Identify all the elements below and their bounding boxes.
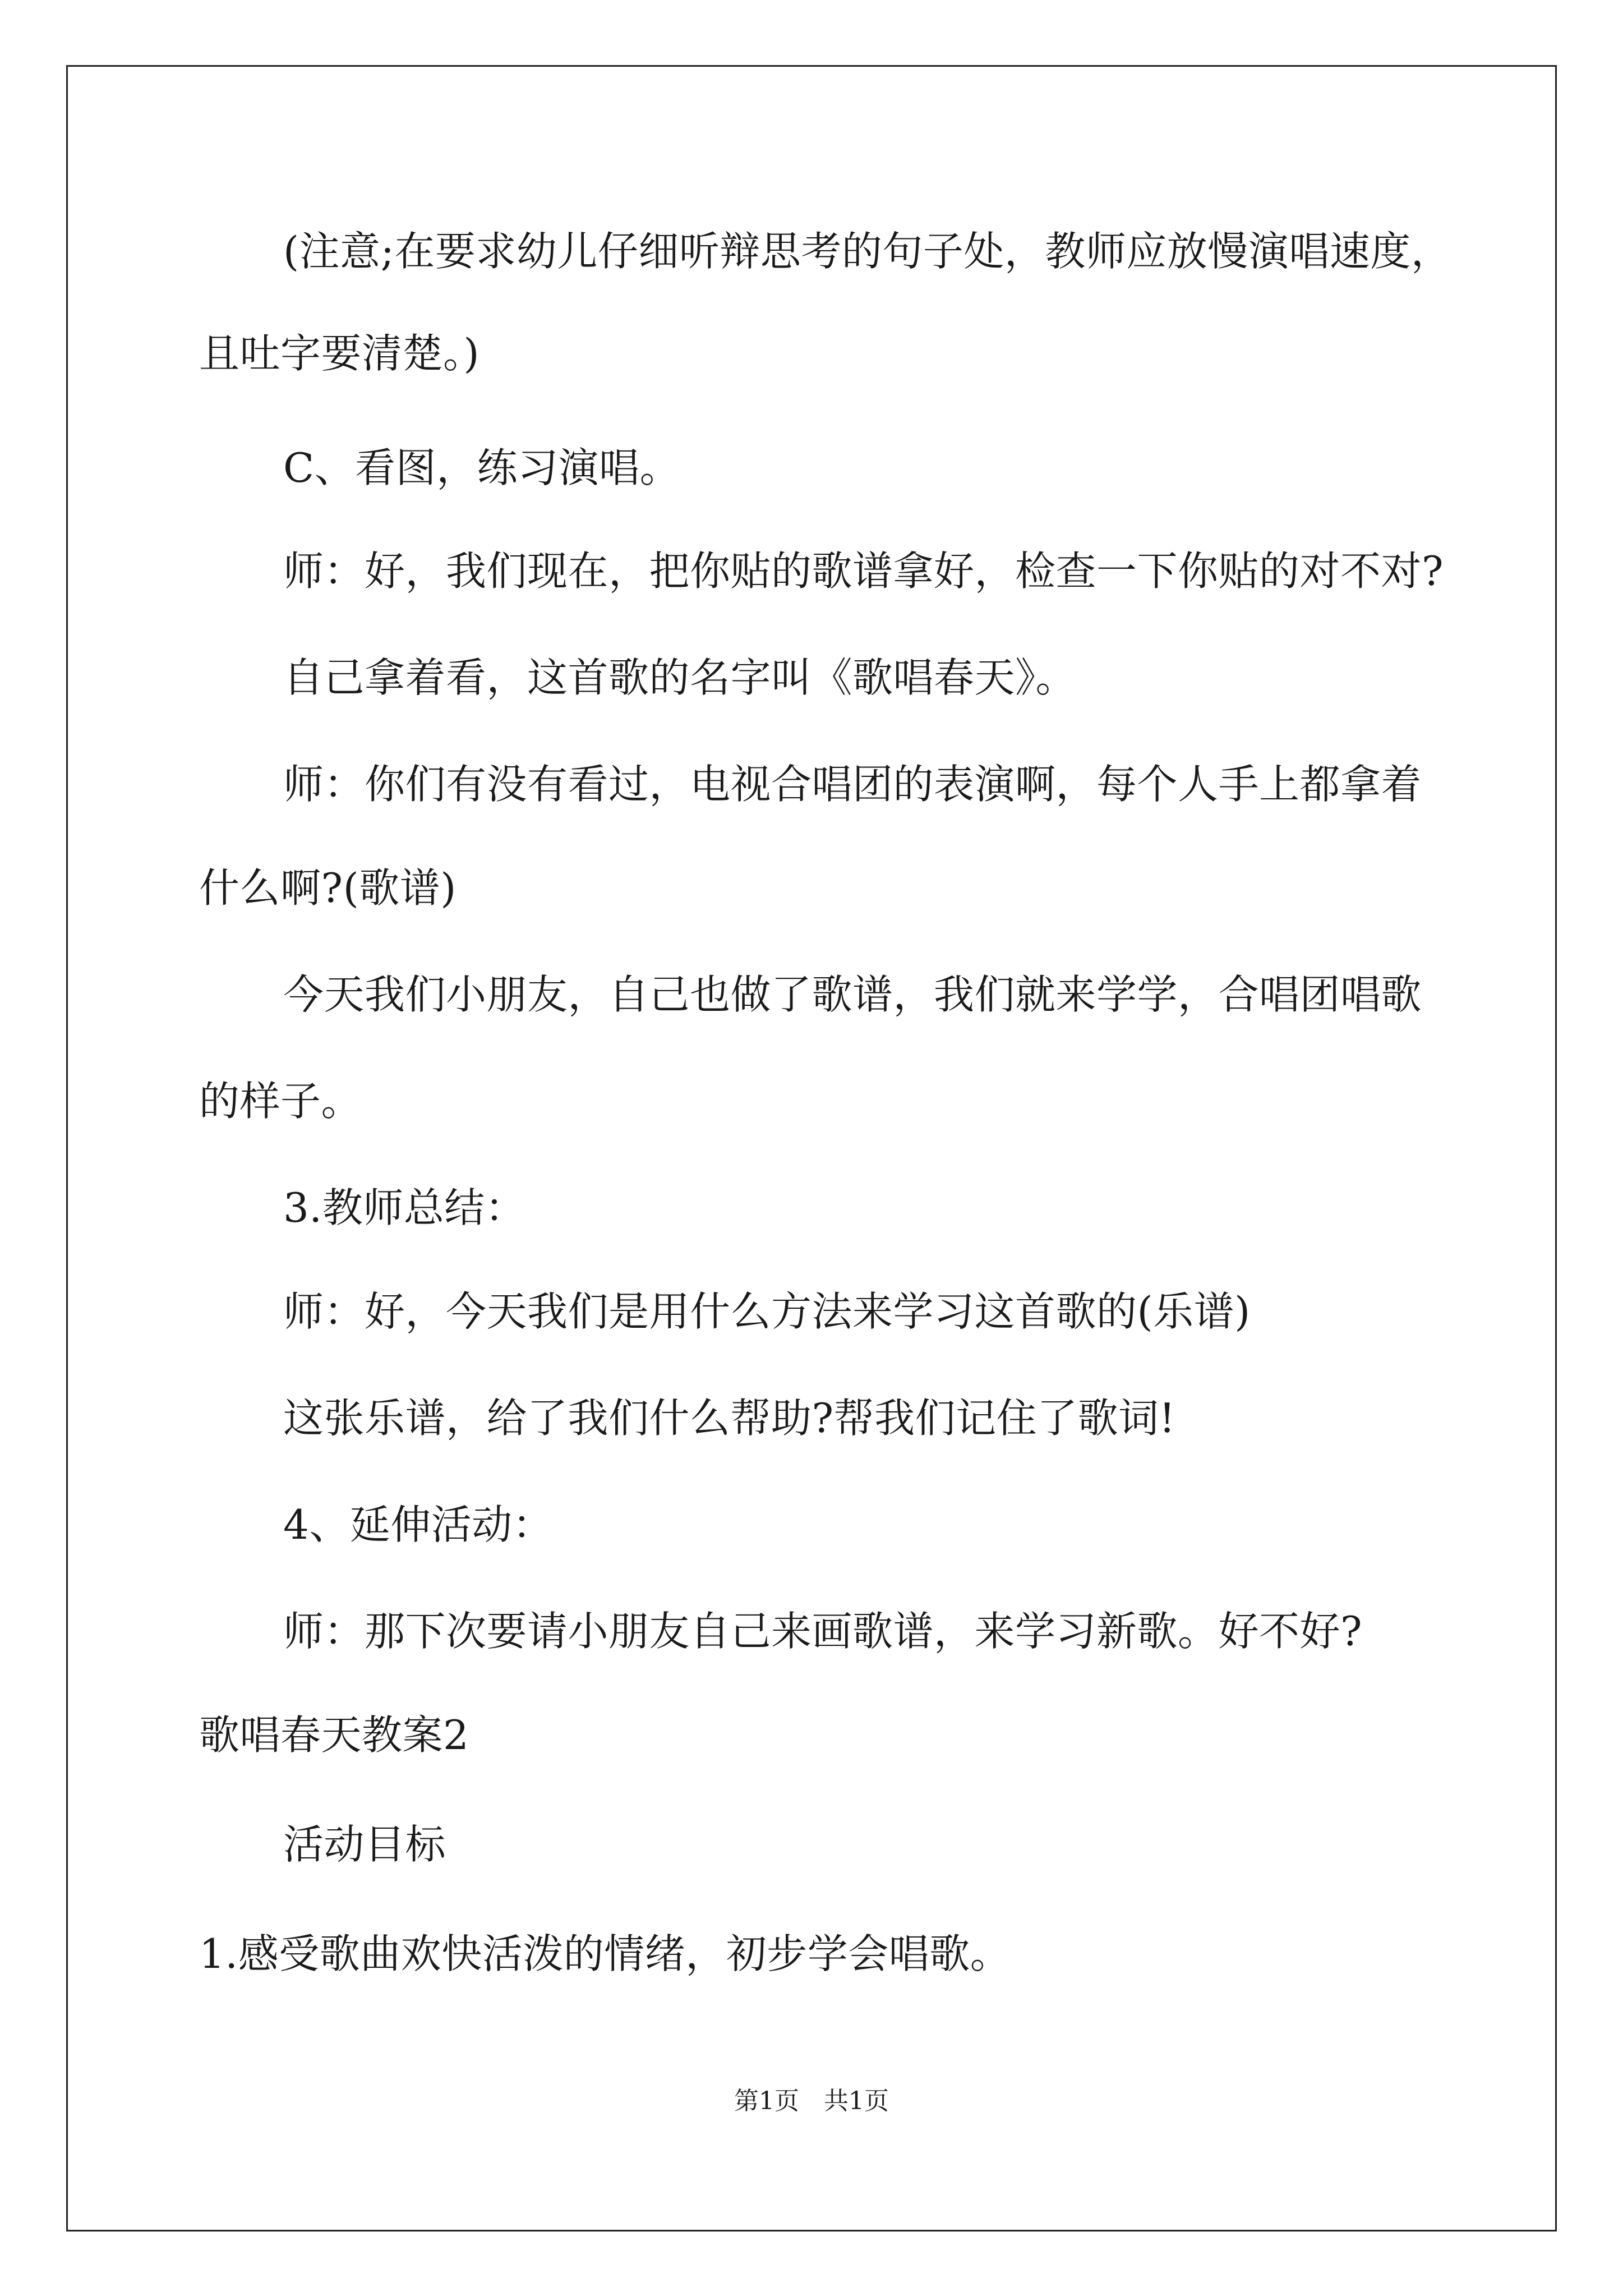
paragraph-line: 师：你们有没有看过，电视合唱团的表演啊，每个人手上都拿着 xyxy=(283,761,1422,808)
paragraph-line: 什么啊?(歌谱) xyxy=(199,864,457,912)
paragraph-line: 自己拿着看，这首歌的名字叫《歌唱春天》。 xyxy=(283,654,1077,701)
paragraph-line: 1.感受歌曲欢快活泼的情绪，初步学会唱歌。 xyxy=(199,1930,1011,1977)
paragraph-line: (注意;在要求幼儿仔细听辩思考的句子处，教师应放慢演唱速度， xyxy=(283,228,1452,275)
paragraph-line: 的样子。 xyxy=(199,1078,362,1125)
paragraph-line: 今天我们小朋友，自己也做了歌谱，我们就来学学，合唱团唱歌 xyxy=(283,971,1422,1018)
paragraph-line: 4、延伸活动： xyxy=(283,1501,554,1548)
paragraph-line: 师：好，今天我们是用什么方法来学习这首歌的(乐谱) xyxy=(283,1288,1251,1335)
paragraph-line: C、看图，练习演唱。 xyxy=(283,444,681,491)
paragraph-line: 师：好，我们现在，把你贴的歌谱拿好，检查一下你贴的对不对? xyxy=(283,547,1444,595)
paragraph-line: 师：那下次要请小朋友自己来画歌谱，来学习新歌。好不好? xyxy=(283,1608,1363,1655)
paragraph-line: 且吐字要清楚。) xyxy=(199,330,480,377)
page-border xyxy=(66,65,1557,2231)
paragraph-line: 这张乐谱，给了我们什么帮助?帮我们记住了歌词! xyxy=(283,1395,1176,1442)
paragraph-line: 活动目标 xyxy=(283,1821,446,1868)
paragraph-line: 3.教师总结： xyxy=(283,1184,526,1231)
section-heading: 歌唱春天教案2 xyxy=(199,1711,469,1759)
page-number-footer: 第1页 共1页 xyxy=(734,2087,889,2115)
